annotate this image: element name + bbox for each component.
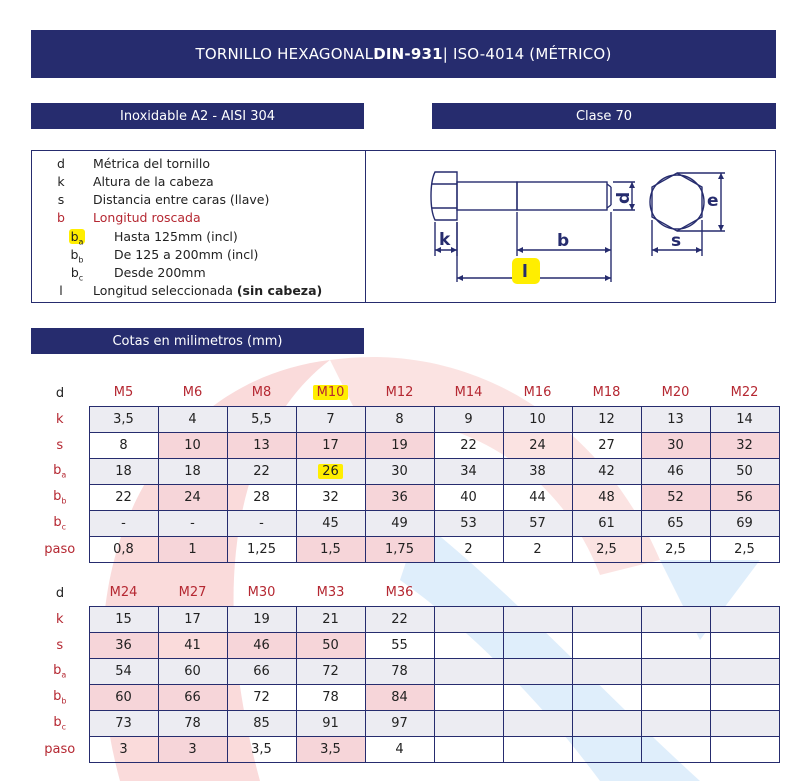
- legend-desc: Hasta 125mm (incl): [114, 229, 238, 244]
- table-cell: 30: [365, 458, 434, 484]
- table-cell: 72: [227, 684, 296, 710]
- legend-symbol-sub: c: [78, 273, 84, 283]
- legend-desc: De 125 a 200mm (incl): [114, 247, 259, 262]
- table-cell: [641, 658, 710, 684]
- table-cell: [641, 632, 710, 658]
- col-size: M5: [113, 385, 134, 401]
- row-label-s: s: [56, 437, 64, 453]
- table-cell: [434, 658, 503, 684]
- table-cell: 30: [641, 432, 710, 458]
- section-title: Cotas en milimetros (mm): [112, 333, 283, 349]
- table-cell: 17: [296, 432, 365, 458]
- table-cell: 3: [89, 736, 158, 762]
- col-size: M6: [182, 385, 203, 401]
- dimensions-table-2: [31, 580, 780, 763]
- table-cell: 32: [296, 484, 365, 510]
- row-label-bc: [31, 510, 89, 536]
- table-cell: 10: [158, 432, 227, 458]
- table-cell: 66: [227, 658, 296, 684]
- table-cell: [503, 658, 572, 684]
- table-cell: 9: [434, 406, 503, 432]
- page-title: [31, 30, 776, 78]
- legend-symbol: b: [70, 265, 79, 280]
- row-label-bc: [31, 710, 89, 736]
- table-cell: [710, 710, 779, 736]
- table-cell: 1,25: [227, 536, 296, 562]
- title-prefix: TORNILLO HEXAGONAL: [195, 45, 374, 63]
- row-label-paso: paso: [44, 741, 76, 757]
- table-cell: 66: [158, 684, 227, 710]
- row-label-d: d: [55, 585, 65, 601]
- row-label-bb: [31, 484, 89, 510]
- table-cell: 1,75: [365, 536, 434, 562]
- row-label-ba: [31, 458, 89, 484]
- dimensions-table-1: [31, 380, 780, 563]
- table-cell: 3,5: [227, 736, 296, 762]
- table-cell: 69: [710, 510, 779, 536]
- table-cell: [503, 606, 572, 632]
- table-cell: [503, 684, 572, 710]
- table-cell: [710, 606, 779, 632]
- table-row-bb: [31, 484, 779, 510]
- legend-symbol: b: [57, 210, 65, 225]
- table-cell: 48: [572, 484, 641, 510]
- col-size: M33: [316, 585, 345, 601]
- table-cell: 22: [89, 484, 158, 510]
- table-cell: 22: [365, 606, 434, 632]
- table-row-bb: [31, 684, 779, 710]
- legend-symbol: l: [59, 283, 63, 298]
- table-cell: 49: [365, 510, 434, 536]
- row-label-sub: c: [61, 522, 67, 532]
- material-header: [31, 103, 364, 129]
- clase-header: [432, 103, 776, 129]
- table-cell: 3: [158, 736, 227, 762]
- row-label-text: b: [53, 488, 62, 504]
- row-label-text: b: [53, 714, 62, 730]
- table-cell: 85: [227, 710, 296, 736]
- table-cell: [710, 632, 779, 658]
- table-cell: [641, 736, 710, 762]
- table-cell: [572, 658, 641, 684]
- table-cell: 2,5: [641, 536, 710, 562]
- table-cell: 42: [572, 458, 641, 484]
- legend-desc-bold: (sin cabeza): [236, 283, 323, 298]
- table-cell: 7: [296, 406, 365, 432]
- table-row-s: [31, 432, 779, 458]
- table-cell: 13: [227, 432, 296, 458]
- table-cell: 22: [227, 458, 296, 484]
- table-cell: 1: [158, 536, 227, 562]
- table-cell: 78: [365, 658, 434, 684]
- table-cell: 40: [434, 484, 503, 510]
- table-cell: [572, 710, 641, 736]
- table-cell: 19: [365, 432, 434, 458]
- legend-desc: Longitud roscada: [93, 210, 201, 225]
- table-cell: 44: [503, 484, 572, 510]
- table-cell: 14: [710, 406, 779, 432]
- value-highlight: 26: [318, 464, 343, 479]
- title-suffix: | ISO-4014 (MÉTRICO): [442, 45, 612, 63]
- table-cell: -: [227, 510, 296, 536]
- table-cell: 3,5: [296, 736, 365, 762]
- table-cell: 50: [296, 632, 365, 658]
- row-label-bb: [31, 684, 89, 710]
- table-cell: 5,5: [227, 406, 296, 432]
- table-row-ba: [31, 458, 779, 484]
- table-cell: 97: [365, 710, 434, 736]
- dim-b-label: b: [557, 231, 570, 251]
- legend-symbol-sub: b: [78, 255, 84, 265]
- table-cell: [572, 632, 641, 658]
- table-cell: [710, 658, 779, 684]
- legend-desc: Longitud seleccionada: [93, 283, 237, 298]
- col-size: M20: [661, 385, 690, 401]
- col-size: [572, 580, 641, 606]
- col-size: M30: [247, 585, 276, 601]
- col-size: M27: [178, 585, 207, 601]
- legend-symbol: b: [70, 229, 79, 244]
- table-cell: 24: [158, 484, 227, 510]
- col-size: M22: [730, 385, 759, 401]
- table-cell: 13: [641, 406, 710, 432]
- legend-symbol: b: [70, 247, 79, 262]
- table-cell: 8: [365, 406, 434, 432]
- col-size: M8: [251, 385, 272, 401]
- table-cell: [434, 736, 503, 762]
- table-cell: 53: [434, 510, 503, 536]
- table-cell: 73: [89, 710, 158, 736]
- table-row-k: [31, 606, 779, 632]
- table-row-ba: [31, 658, 779, 684]
- table-cell: 46: [227, 632, 296, 658]
- legend-symbol: s: [57, 192, 65, 207]
- row-label-sub: b: [61, 496, 67, 506]
- table-cell: 55: [365, 632, 434, 658]
- legend-desc: Métrica del tornillo: [93, 156, 211, 171]
- row-label-text: b: [53, 514, 62, 530]
- table-cell: 50: [710, 458, 779, 484]
- table-cell: [434, 606, 503, 632]
- table-cell: 19: [227, 606, 296, 632]
- legend-symbol: k: [57, 174, 65, 189]
- table-cell: 2,5: [710, 536, 779, 562]
- table-cell: 22: [434, 432, 503, 458]
- col-size-highlighted: [296, 380, 365, 406]
- table-row-paso: [31, 536, 779, 562]
- dim-s-label: s: [671, 231, 682, 251]
- col-size: [503, 580, 572, 606]
- table-cell: [503, 736, 572, 762]
- table-cell: 4: [365, 736, 434, 762]
- col-size: M18: [592, 385, 621, 401]
- table-cell: 65: [641, 510, 710, 536]
- table-row-bc: [31, 710, 779, 736]
- table-cell: [572, 606, 641, 632]
- table-cell: 54: [89, 658, 158, 684]
- row-label-paso: paso: [44, 541, 76, 557]
- table-cell: 18: [158, 458, 227, 484]
- table-cell: 1,5: [296, 536, 365, 562]
- table-cell: 52: [641, 484, 710, 510]
- table-cell: 41: [158, 632, 227, 658]
- table-cell: [434, 684, 503, 710]
- size-highlight: M10: [313, 385, 349, 400]
- table-cell: [572, 736, 641, 762]
- legend-divider: [365, 151, 366, 302]
- row-label-sub: a: [61, 470, 67, 480]
- table-cell: 0,8: [89, 536, 158, 562]
- dim-d-label: d: [614, 191, 634, 204]
- table-cell-highlighted: [296, 458, 365, 484]
- legend-symbol-sub: a: [78, 237, 84, 247]
- col-size: M16: [523, 385, 552, 401]
- title-standard: DIN-931: [373, 45, 443, 63]
- col-size: [710, 580, 779, 606]
- table-cell: 8: [89, 432, 158, 458]
- table-row-s: [31, 632, 779, 658]
- row-label-text: b: [53, 688, 62, 704]
- row-label-sub: c: [61, 722, 67, 732]
- table-cell: 18: [89, 458, 158, 484]
- col-size: [434, 580, 503, 606]
- table-cell: [503, 632, 572, 658]
- col-size: M24: [109, 585, 138, 601]
- row-label-sub: a: [61, 670, 67, 680]
- table-cell: 32: [710, 432, 779, 458]
- table-cell: 4: [158, 406, 227, 432]
- table-cell: -: [89, 510, 158, 536]
- table-cell: 57: [503, 510, 572, 536]
- legend-symbol: d: [57, 156, 65, 171]
- table-cell: 38: [503, 458, 572, 484]
- table-cell: 10: [503, 406, 572, 432]
- table-cell: 60: [89, 684, 158, 710]
- legend-desc: Distancia entre caras (llave): [93, 192, 270, 207]
- legend-desc: Desde 200mm: [114, 265, 206, 280]
- table-cell: [710, 684, 779, 710]
- table-cell: 84: [365, 684, 434, 710]
- table-cell: [572, 684, 641, 710]
- table-row-k: [31, 406, 779, 432]
- table-cell: 21: [296, 606, 365, 632]
- row-label-k: k: [55, 411, 64, 427]
- table-cell: 56: [710, 484, 779, 510]
- table-cell: 17: [158, 606, 227, 632]
- table-cell: 36: [365, 484, 434, 510]
- col-size: M12: [385, 385, 414, 401]
- col-size: M36: [385, 585, 414, 601]
- table-cell: 61: [572, 510, 641, 536]
- dim-k-label: k: [439, 230, 451, 250]
- table-cell: [434, 632, 503, 658]
- row-label-text: b: [53, 662, 62, 678]
- table-cell: [434, 710, 503, 736]
- dim-l-label: l: [522, 262, 528, 282]
- bolt-diagram: [395, 160, 745, 295]
- table-cell: 15: [89, 606, 158, 632]
- table-cell: 2,5: [572, 536, 641, 562]
- table-cell: 78: [158, 710, 227, 736]
- table-cell: 27: [572, 432, 641, 458]
- table-cell: 3,5: [89, 406, 158, 432]
- row-label-k: k: [55, 611, 64, 627]
- table-cell: 46: [641, 458, 710, 484]
- table-row-bc: [31, 510, 779, 536]
- table-cell: 2: [434, 536, 503, 562]
- col-size: [641, 580, 710, 606]
- row-label-ba: [31, 658, 89, 684]
- table-cell: 45: [296, 510, 365, 536]
- table-cell: -: [158, 510, 227, 536]
- legend-desc: Altura de la cabeza: [93, 174, 214, 189]
- clase-label: Clase 70: [575, 108, 633, 124]
- legend-symbol-highlight: [69, 229, 86, 247]
- table-cell: 60: [158, 658, 227, 684]
- table-cell: 34: [434, 458, 503, 484]
- table-cell: 28: [227, 484, 296, 510]
- row-label-d: d: [55, 385, 65, 401]
- dim-e-label: e: [707, 191, 719, 211]
- col-size: M14: [454, 385, 483, 401]
- table-row-paso: [31, 736, 779, 762]
- table-cell: [641, 710, 710, 736]
- row-label-text: b: [53, 462, 62, 478]
- table-cell: 91: [296, 710, 365, 736]
- section-header-cotas: [31, 328, 364, 354]
- material-label: Inoxidable A2 - AISI 304: [119, 108, 276, 124]
- table-cell: 78: [296, 684, 365, 710]
- table-cell: 24: [503, 432, 572, 458]
- table-cell: [710, 736, 779, 762]
- table-cell: 72: [296, 658, 365, 684]
- table-cell: [641, 606, 710, 632]
- table-cell: [641, 684, 710, 710]
- table-cell: 2: [503, 536, 572, 562]
- table-cell: [503, 710, 572, 736]
- table-cell: 36: [89, 632, 158, 658]
- row-label-s: s: [56, 637, 64, 653]
- row-label-sub: b: [61, 696, 67, 706]
- table-cell: 12: [572, 406, 641, 432]
